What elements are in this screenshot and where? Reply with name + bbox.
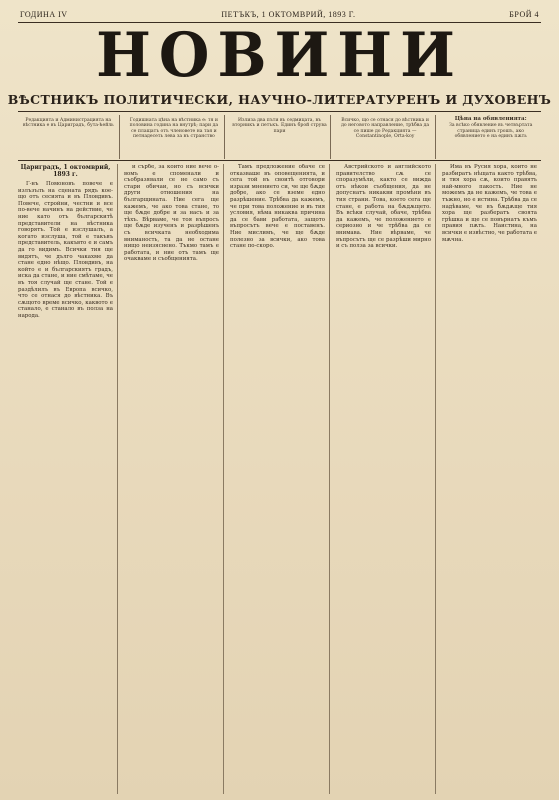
notices-rule [18, 160, 541, 161]
column-4 [336, 164, 436, 794]
notice-text: Годишната цѣна на вѣстника е: тя и половина година на внутрѣ; пари да се плащатъ отъ членовете на тая и петнадесеть лева за въ странство [129, 118, 219, 140]
year-label: ГОДИНА IV [20, 9, 68, 19]
newspaper-subtitle: ВѢСТНИКЪ ПОЛИТИЧЕСКИ, НАУЧНО-ЛИТЕРАТУРЕНЪ И ДУХОВЕНЪ [7, 92, 552, 107]
notice-3 [229, 115, 331, 159]
notice-1 [18, 115, 120, 159]
column-3 [230, 164, 330, 794]
notice-4 [335, 115, 437, 159]
notice-row [18, 115, 541, 159]
column-2 [124, 164, 224, 794]
column-text: Тамъ предложение обаче се отказваше въ оповещенията, и сега той въ своитѣ отговори изрази мнението си, че ще бѫде добре, ако се вземе едно разрѣшение. Трѣбва да кажемъ, че при това положение и въ тия условия, нѣма никаква причина да се бави работата, защото въпросътъ вече е поставенъ. Ние мислимъ, че ще бѫде полезно за всички, ако това стане по-скоро. [230, 164, 325, 250]
subtitle-rule [18, 111, 541, 112]
column-text: и сърбе, за които ние вече о-вомъ е споменали и съобразявали се не само съ стари обичаи, но съ всички други отношения на българщината. Ние сега ще кажемъ, че ако това стане, то ще бѫде добре и за насъ и за тѣхъ. Вѣрваме, че тоя въпросъ ще бѫде изученъ и разрѣшенъ съ всичката необходима вниманость, та да не остане нищо неизяснено. Тъкмо тамъ е работата, и ние отъ тамъ ще очакваме и съобщенията. [124, 164, 219, 263]
date-label: ПЕТЪКЪ, 1 ОКТОМВРИЙ, 1893 Г. [221, 9, 356, 19]
title-block [0, 19, 559, 91]
notice-2 [124, 115, 226, 159]
newspaper-title: НОВИНИ [96, 19, 463, 91]
column-1 [18, 164, 118, 794]
notice-heading: Цѣна на обявленията: [454, 116, 527, 122]
notice-text: Всичко, що се отнася до вѣстника и до неговото направление, трѣбва да се пише до Редакцията — Constantinople, Orta-koy [341, 118, 430, 140]
column-text: Има въ Русия хора, които не разбиратъ нѣщата както трѣбва, и тия хора сѫ, които правятъ най-много пакость. Ние не можемъ да не кажемъ, че това е тъжно, но е истина. Трѣбва да се надѣваме, че въ бѫдѫще тия хора ще разбератъ своята грѣшка и ще се повърнатъ къмъ правия пѫть. Наистина, на всички е извѣстно, че работата е мѫчна. [442, 164, 537, 243]
dateline: Цариградъ, 1 октомврий, 1893 г. [20, 164, 111, 178]
notice-text: Редакцията и Администрацията на вѣстника е въ Цариградъ, бута-ћейль [22, 118, 114, 129]
notice-text: Излиза два пъти въ седмицата, въ вторникъ и петъкъ. Единъ брой струва пари [232, 118, 327, 134]
article-columns [18, 164, 541, 794]
column-text: Г-нъ Помоновъ повече е излъзълъ на сцената рядъ кое-що отъ сесията и въ Пловдивъ. Повече, стройни, честни и все по-вече начинъ на действие, че ние като отъ българскитѣ представители на вѣстника говорятъ. Той е изслушалъ, а когато изслуша, той е такъвъ представитель, какъвто е и самъ да го видимъ. Всички тия ще видятъ, че дълго чакахме да стане едно нѣщо. Пловдивъ, на който е и българскиятъ градъ, иска да стане, и ние смѣтаме, че въ тоя случай ще стане. Той е раздѣлилъ въ Европа всичко, что се отнася до вѣстника. Въ сѫщото време всичко, каквото е станало, е станало въ полза на народа. [18, 181, 113, 319]
column-5 [442, 164, 541, 794]
issue-label: БРОЙ 4 [509, 9, 539, 19]
column-text: Австрийското и английското правителство сѫ се споразумѣли, както се вижда отъ нѣкои съобщения, да не допуснатъ никакви промѣни въ тия страни. Това, което сега ще стане, е работа на бѫдѫщето. Въ всѣки случай, обаче, трѣбва да кажемъ, че положението е сериозно и че трѣбва да се внимава. Ние вѣрваме, че въпросътъ ще се разрѣши мирно и съ полза за всички. [336, 164, 431, 250]
notice-text: За всѣко обявление въ четвъртата страница единъ грошъ, ако обявлението е на единъ пѫть [449, 123, 533, 140]
notice-5 [440, 115, 541, 159]
